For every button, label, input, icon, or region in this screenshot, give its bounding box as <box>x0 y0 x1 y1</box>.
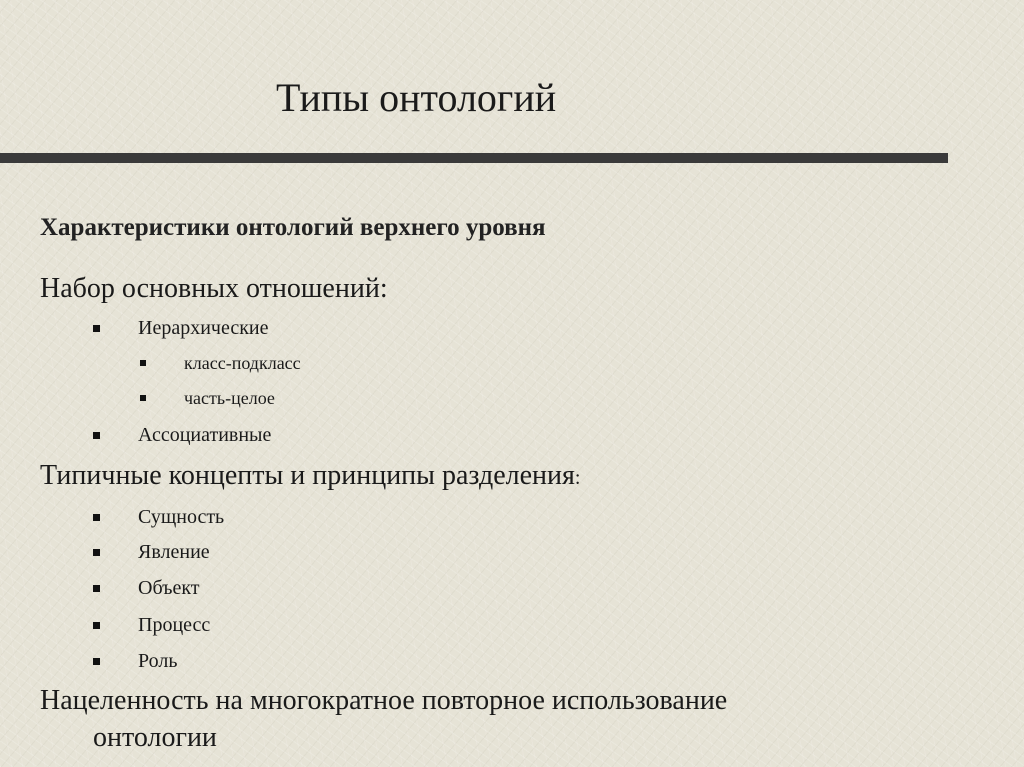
slide-title: Типы онтологий <box>276 75 557 120</box>
reuse-statement-line1: Нацеленность на многократное повторное использование <box>40 685 728 716</box>
list-item-label: Процесс <box>138 613 211 636</box>
concepts-heading <box>40 459 580 495</box>
list-item-associative <box>93 422 271 448</box>
square-bullet-icon <box>93 549 100 556</box>
list-subitem-label: класс-подкласс <box>184 352 301 373</box>
square-bullet-icon <box>140 360 146 366</box>
reuse-statement-line2: онтологии <box>93 722 217 753</box>
list-item-hierarchical <box>93 315 269 341</box>
list-item-label: Сущность <box>138 505 225 528</box>
list-item-role <box>93 648 177 674</box>
square-bullet-icon <box>93 585 100 592</box>
list-item-label: Роль <box>138 649 178 672</box>
concepts-heading-text: Типичные концепты и принципы разделения <box>40 460 575 491</box>
section-subheading: Характеристики онтологий верхнего уровня <box>40 214 546 241</box>
list-item-object <box>93 575 200 601</box>
list-item-phenomenon <box>93 539 210 565</box>
list-subitem-class-subclass <box>140 351 301 375</box>
title-divider <box>0 153 948 163</box>
square-bullet-icon <box>93 432 100 439</box>
list-subitem-part-whole <box>140 386 275 410</box>
list-item-label: Явление <box>138 540 210 563</box>
list-item-entity <box>93 504 224 530</box>
list-item-process <box>93 612 210 638</box>
relations-heading: Набор основных отношений: <box>40 273 388 304</box>
list-item-label: Ассоциативные <box>138 423 272 446</box>
list-subitem-label: часть-целое <box>184 387 275 408</box>
square-bullet-icon <box>93 325 100 332</box>
square-bullet-icon <box>93 658 100 665</box>
square-bullet-icon <box>140 395 146 401</box>
square-bullet-icon <box>93 514 100 521</box>
square-bullet-icon <box>93 622 100 629</box>
concepts-heading-colon: : <box>574 467 581 489</box>
list-item-label: Иерархические <box>138 316 269 339</box>
list-item-label: Объект <box>138 576 200 599</box>
